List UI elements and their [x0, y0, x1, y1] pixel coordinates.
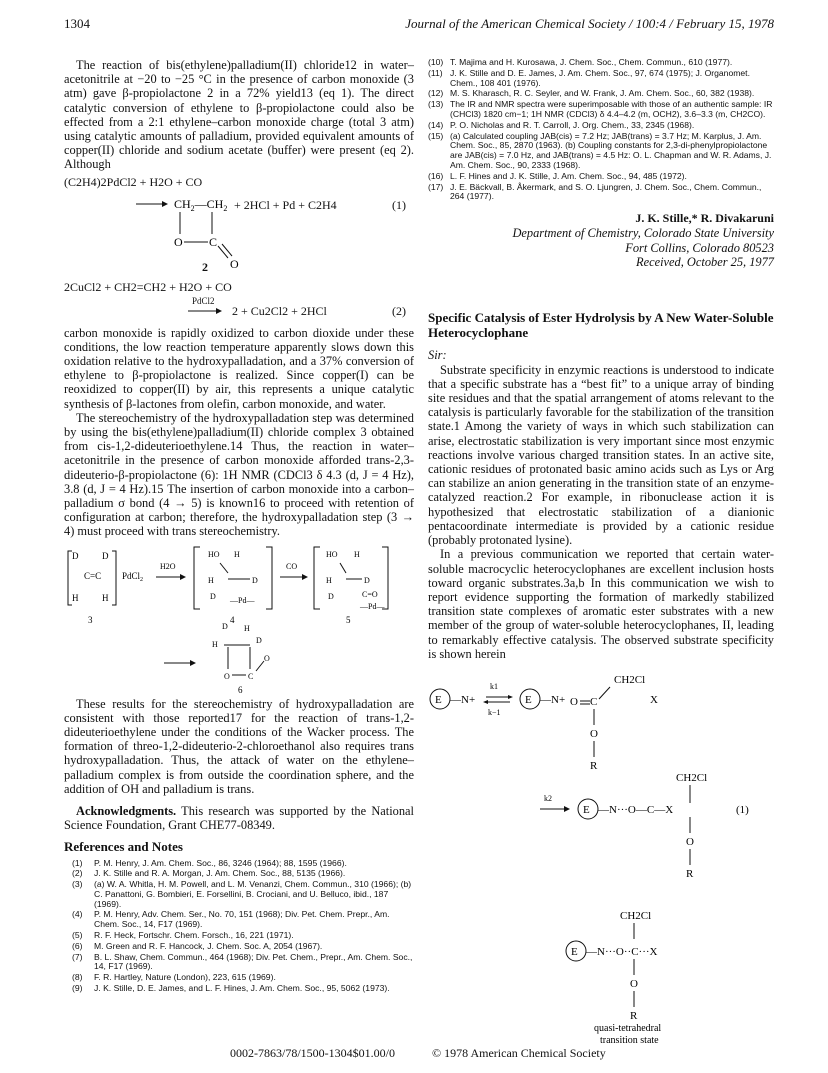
paragraph: carbon monoxide is rapidly oxidized to carbon dioxide under these conditions, the low reaction temperature apparently slows down this oxidation relative to the hydroxypalladation, and a 37% conversion of ethylene to β-propiolactone is realized. Since copper(I) can be reoxidized to copper(II) by air, this represents a unique catalytic synthesis of β-lactones from olefin, carbon monoxide, and water. [64, 325, 414, 411]
svg-text:O: O [570, 695, 578, 708]
svg-text:E: E [525, 693, 532, 706]
salutation: Sir: [428, 347, 447, 362]
right-column [428, 58, 774, 1047]
article-title: Specific Catalysis of Ester Hydrolysis by A New Water-Soluble Heterocyclophane [428, 309, 774, 340]
svg-text:O: O [630, 977, 638, 990]
svg-text:HO: HO [208, 549, 220, 559]
paragraph: These results for the stereochemistry of hydroxypalladation are consistent with those reported17 for the reaction of trans-1,2-dideuterioethylene under the conditions of the Wacker process. The formation of threo-1,2-dideuterio-2-chloroethanol also requires trans hydroxypalladation. Thus, the attack of water on the ethylene–palladium complex is from outside the coordination sphere, and the addition of OH and palladium is trans. [64, 696, 414, 796]
svg-text:D: D [256, 635, 262, 645]
svg-text:X: X [650, 693, 658, 706]
ts-label: quasi-tetrahedral [594, 1022, 662, 1034]
svg-text:H: H [102, 592, 109, 603]
svg-text:CH2Cl: CH2Cl [676, 771, 708, 784]
svg-text:H: H [244, 623, 250, 633]
svg-text:C=C: C=C [84, 570, 102, 581]
equation-2 [64, 278, 414, 324]
svg-text:R: R [630, 1009, 638, 1022]
svg-text:R: R [590, 759, 598, 772]
svg-text:D: D [102, 550, 109, 561]
journal-title: Journal of the American Chemical Society / 100:4 / February 15, 1978 [405, 16, 774, 31]
svg-text:D: D [252, 575, 258, 585]
svg-text:CH2Cl: CH2Cl [620, 909, 652, 922]
reference-item: (15) (a) Calculated coupling JAB(cis) = 7.2 Hz; JAB(trans) = 3.7 Hz; M. Karplus, J. Am. Chem. Soc., 85, 2870 (1963). (b) Coupling constants for 2,3-di-phenylpropiolactone are JAB(cis) = 7.0 Hz, and JAB(trans) = 4.5 Hz: O. L. Chapman and W. R. Adams, J. Am. Chem. Soc., 90, 2333 (1968). [428, 130, 772, 170]
eq2-products: 2 + Cu2Cl2 + 2HCl [232, 303, 327, 318]
svg-text:C: C [590, 695, 598, 708]
h2o-label: H2O [160, 561, 176, 571]
reference-item: (16) L. F. Hines and J. K. Stille, J. Am. Chem. Soc., 94, 485 (1972). [428, 170, 687, 181]
svg-text:—N+: —N+ [540, 693, 566, 706]
svg-text:O: O [590, 727, 598, 740]
eq2-catalyst: PdCl2 [192, 295, 215, 306]
eq1-structure [64, 172, 414, 276]
compound-5-label: 5 [346, 614, 351, 625]
equation-1 [64, 172, 414, 276]
compound-6-label: 6 [238, 684, 243, 693]
reference-item: (4) P. M. Henry, Adv. Chem. Ser., No. 70, 151 (1968); Div. Pet. Chem. Prepr., Am. Chem. Soc., 14, F17 (1969). [72, 909, 390, 930]
page-header [64, 16, 774, 32]
paragraph: The stereochemistry of the hydroxypalladation step was determined by using the bis(ethylene)palladium(II) chloride complex 3 obtained from cis-1,2-dideuterioethylene.14 Thus, the reaction in water–acetonitrile in the presence of carbon monoxide afforded trans-2,3-dideuterio-β-propiolactone (6): 1H NMR (CDCl3 δ 4.3 (d, J = 4 Hz), 3.8 (d, J = 4 Hz).15 The insertion of carbon monoxide into a carbon–palladium σ bond (4 → 5) is known16 to proceed with retention of configuration at carbon; therefore, the hydroxypalladation step (3 → 4) must proceed with trans stereochemistry. [64, 410, 414, 539]
reference-item: (6) M. Green and R. F. Hancock, J. Chem. Soc. A, 2054 (1967). [72, 940, 323, 951]
reference-item: (7) B. L. Shaw, Chem. Commun., 464 (1968); Div. Pet. Chem., Prepr., Am. Chem. Soc., 14, F17 (1969). [72, 951, 413, 972]
reference-item: (13) The IR and NMR spectra were superimposable with those of an authentic sample: IR (CHCl3) 1820 cm−1; 1H NMR (CDCl3) δ 4.4–4.2 (m, OCH2), 3.6–3.3 (m, CH2CO). [428, 99, 773, 119]
svg-text:C: C [248, 671, 254, 681]
svg-text:C: C [209, 234, 218, 249]
svg-text:k−1: k−1 [488, 707, 501, 717]
svg-text:HO: HO [326, 549, 338, 559]
svg-text:—Pd—: —Pd— [360, 601, 385, 611]
reference-item: (8) F. R. Hartley, Nature (London), 223, 615 (1969). [72, 972, 276, 983]
reference-item: (9) J. K. Stille, D. E. James, and L. F. Hines, J. Am. Chem. Soc., 95, 5062 (1973). [72, 983, 390, 994]
eq1-reactants: (C2H4)2PdCl2 + H2O + CO [64, 174, 203, 189]
svg-text:D: D [328, 591, 334, 601]
svg-text:H: H [72, 592, 79, 603]
reference-item: (12) M. S. Kharasch, R. C. Seyler, and W. Frank, J. Am. Chem. Soc., 60, 382 (1938). [428, 88, 755, 99]
compound-4-label: 4 [230, 614, 235, 625]
eq2-number: (2) [392, 303, 406, 318]
left-column [64, 58, 414, 995]
compound-3-label: 3 [88, 614, 93, 625]
svg-text:(1): (1) [736, 803, 749, 816]
reference-item: (14) P. O. Nicholas and R. T. Carroll, J. Org. Chem., 33, 2345 (1968). [428, 119, 695, 130]
affiliation-address: Fort Collins, Colorado 80523 [625, 240, 774, 255]
eq2-arrow [188, 306, 228, 316]
svg-text:E: E [435, 693, 442, 706]
svg-text:D: D [210, 591, 216, 601]
footer-code: 0002-7863/78/1500-1304$01.00/0 [230, 1046, 395, 1060]
stereochemistry-scheme [64, 543, 414, 693]
acknowledgments-heading: Acknowledgments. [76, 804, 177, 819]
transition-state-diagram [428, 907, 774, 1047]
catalysis-scheme [428, 669, 774, 907]
references-heading: References and Notes [64, 838, 183, 854]
authors: J. K. Stille,* R. Divakaruni [635, 211, 774, 226]
svg-text:D: D [364, 575, 370, 585]
acknowledgments-text: This research was supported by the National Science Foundation, Grant CHE77-08349. [64, 804, 414, 833]
svg-text:—Pd—: —Pd— [230, 595, 255, 605]
reference-item: (2) J. K. Stille and R. A. Morgan, J. Am. Chem. Soc., 88, 5135 (1966). [72, 868, 346, 879]
svg-text:R: R [686, 867, 694, 880]
compound-2-label: 2 [202, 259, 208, 274]
svg-text:O: O [230, 256, 239, 271]
eq1-products: + 2HCl + Pd + C2H4 [234, 197, 337, 212]
svg-text:H: H [234, 549, 240, 559]
svg-text:H: H [212, 639, 218, 649]
svg-text:PdCl2: PdCl$_2$ [122, 570, 144, 583]
svg-text:O: O [224, 671, 230, 681]
paragraph: In a previous communication we reported that certain water-soluble macrocyclic heterocyclophanes are excellent inclusion hosts toward organic substrates.3a,b In this communication we wish to report evidence supporting the formation of markedly stabilized transition state complexes of aromatic ester substrates with a new member of the group of water-soluble heterocyclophanes, II, leading to remarkably effective catalysis. The observed substrate specificity is shown herein [428, 547, 774, 661]
svg-text:H: H [326, 575, 332, 585]
svg-text:k1: k1 [490, 681, 498, 691]
ts-label: transition state [600, 1034, 659, 1046]
received-date: Received, October 25, 1977 [636, 255, 774, 270]
reference-item: (11) J. K. Stille and D. E. James, J. Am. Chem. Soc., 97, 674 (1975); J. Organomet. Chem., 108 401 (1976). [428, 67, 750, 88]
paragraph: Substrate specificity in enzymic reactions is understood to indicate that a specific substrate has a “best fit” to a unique array of binding site residues and that the spatial arrangement of atoms relevant to the catalysis is particularly favorable for the stabilization of the transition state.1 Among the variety of ways in which such stabilization can arise, electrostatic stabilization is very important since most enzymic reactions involve various charged transition states. In an active site, cationic residues of protonated basic amino acids such as Lys or Arg can stabilize an anion generating in the transition state of an enzyme-catalyzed reaction.2 For example, in ribonuclease action it is hypothesized that electrostatic stabilization of a dianionic pentacoordinate intermediate is provided by a cationic residue (probably protonated lysine). [428, 362, 774, 548]
svg-text:—N···O—C—X: —N···O—C—X [598, 803, 674, 816]
affiliation-department: Department of Chemistry, Colorado State University [512, 226, 774, 241]
svg-text:O: O [264, 653, 270, 663]
reference-item: (3) (a) W. A. Whitla, H. M. Powell, and L. M. Venanzi, Chem. Commun., 310 (1966); (b) C. Panattoni, G. Bombieri, E. Forsellini, B. Crociani, and U. Belluco, ibid., 187 (1969). [72, 879, 412, 909]
svg-text:—N+: —N+ [450, 693, 476, 706]
svg-text:O: O [174, 234, 183, 249]
page-number: 1304 [64, 16, 90, 31]
svg-text:—N···O··C···X: —N···O··C···X [586, 945, 658, 958]
svg-text:CH2—CH2: $CH_2—CH_2$ [174, 196, 228, 213]
eq1-number: (1) [392, 197, 406, 212]
acknowledgments [64, 804, 414, 832]
references-list-right [428, 58, 774, 202]
paragraph: The reaction of bis(ethylene)palladium(II) chloride12 in water–acetonitrile at −20 to −25 °C in the presence of carbon monoxide (3 atm) gave β-propiolactone 2 in a 72% yield13 (eq 1). The direct catalytic conversion of ethylene to β-propiolactone could also be effected from a 2:1 ethylene–carbon monoxide charge (total 3 atm) using catalytic amounts of palladium, provided equivalent amounts of copper(II) chloride and sodium acetate (buffer) were present (eq 2). Although [64, 58, 414, 172]
svg-text:E: E [583, 803, 590, 816]
footer-copyright: © 1978 American Chemical Society [432, 1046, 606, 1060]
eq2-reactants: 2CuCl2 + CH2=CH2 + H2O + CO [64, 279, 232, 294]
references-list-left [72, 859, 414, 994]
svg-text:H: H [208, 575, 214, 585]
svg-text:D: D [72, 550, 79, 561]
reference-item: (17) J. E. Bäckvall, B. Åkermark, and S. O. Ljungren, J. Chem. Soc., Chem. Commun., 264 (1977). [428, 181, 762, 202]
svg-text:O: O [686, 835, 694, 848]
co-label: CO [286, 561, 298, 571]
svg-text:C=O: C=O [362, 589, 378, 599]
svg-text:CH2Cl: CH2Cl [614, 673, 646, 686]
svg-text:E: E [571, 945, 578, 958]
svg-text:H: H [354, 549, 360, 559]
reference-item: (10) T. Majima and H. Kurosawa, J. Chem. Soc., Chem. Commun., 610 (1977). [428, 57, 733, 67]
svg-text:D: D [222, 621, 228, 631]
reference-item: (1) P. M. Henry, J. Am. Chem. Soc., 86, 3246 (1964); 88, 1595 (1966). [72, 857, 347, 868]
svg-text:k2: k2 [544, 793, 552, 803]
reference-item: (5) R. F. Heck, Fortschr. Chem. Forsch., 16, 221 (1971). [72, 930, 294, 941]
